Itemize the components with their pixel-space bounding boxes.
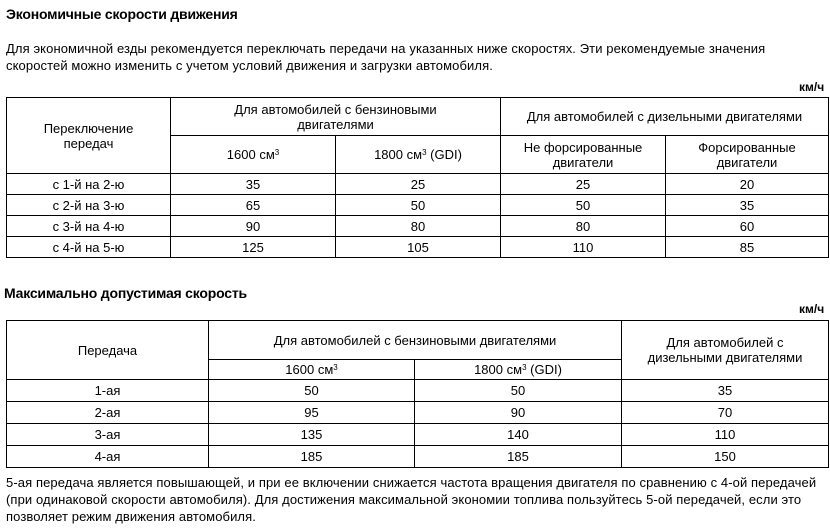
value-cell: 90: [171, 216, 336, 237]
diesel-header: Для автомобилей с дизельными двигателями: [622, 321, 829, 380]
value-cell: 25: [336, 174, 501, 195]
gear-cell: 4-ая: [7, 446, 209, 468]
gear-cell: 1-ая: [7, 380, 209, 402]
table-row: [7, 446, 829, 468]
table-row: [7, 174, 829, 195]
value-cell: 35: [171, 174, 336, 195]
value-cell: 35: [622, 380, 829, 402]
value-cell: 135: [209, 424, 415, 446]
value-cell: 105: [336, 237, 501, 258]
value-cell: 185: [209, 446, 415, 468]
value-cell: 50: [415, 380, 622, 402]
section1-unit-label: км/ч: [799, 80, 825, 94]
value-cell: 125: [171, 237, 336, 258]
gear-cell: 2-ая: [7, 402, 209, 424]
footnote-paragraph: 5-ая передача является повышающей, и при ее включении снижается частота вращения двигателя по сравнению с 4-ой передачей (при одинаковой скорости автомобиля). Для достижения максимальной экономии топлива пользуйтесь 5-ой передачей, если это позволяет режим движения автомобиля.: [6, 475, 817, 524]
gear-cell: с 3-й на 4-ю: [7, 216, 171, 237]
diesel-non-boosted-header: Не форсированные двигатели: [501, 136, 666, 174]
value-cell: 185: [415, 446, 622, 468]
gear-cell: с 2-й на 3-ю: [7, 195, 171, 216]
value-cell: 70: [622, 402, 829, 424]
table-row: [7, 216, 829, 237]
value-cell: 85: [666, 237, 829, 258]
petrol-header: Для автомобилей с бензиновыми двигателями: [209, 321, 622, 360]
table-row: [7, 424, 829, 446]
value-cell: 140: [415, 424, 622, 446]
value-cell: 80: [501, 216, 666, 237]
gear-shift-header: Переключение передач: [7, 98, 171, 174]
value-cell: 110: [622, 424, 829, 446]
petrol-header: Для автомобилей с бензиновыми двигателями: [171, 98, 501, 136]
diesel-boosted-header: Форсированные двигатели: [666, 136, 829, 174]
petrol-1800-gdi-header: 1800 $см^3$ (GDI): [415, 360, 622, 380]
value-cell: 80: [336, 216, 501, 237]
table-row: [7, 195, 829, 216]
value-cell: 50: [336, 195, 501, 216]
diesel-header: Для автомобилей с дизельными двигателями: [501, 98, 829, 136]
table-row: [7, 380, 829, 402]
petrol-1600-header: 1600 $см^3$: [171, 136, 336, 174]
table-row: [7, 402, 829, 424]
petrol-1600-header: 1600 $см^3$: [209, 360, 415, 380]
value-cell: 110: [501, 237, 666, 258]
value-cell: 95: [209, 402, 415, 424]
value-cell: 65: [171, 195, 336, 216]
gear-cell: с 1-й на 2-ю: [7, 174, 171, 195]
value-cell: 50: [209, 380, 415, 402]
value-cell: 35: [666, 195, 829, 216]
gear-cell: с 4-й на 5-ю: [7, 237, 171, 258]
value-cell: 20: [666, 174, 829, 195]
value-cell: 90: [415, 402, 622, 424]
section2-unit-label: км/ч: [799, 302, 825, 316]
gear-cell: 3-ая: [7, 424, 209, 446]
section1-paragraph: Для экономичной езды рекомендуется переключать передачи на указанных ниже скоростях. Эти рекомендуемые значения скоростей можно изменить с учетом условий движения и загрузки автомобиля.: [6, 41, 766, 73]
table-row: [7, 237, 829, 258]
section1-title: Экономичные скорости движения: [6, 6, 238, 22]
economical-speeds-table: [6, 97, 829, 258]
value-cell: 25: [501, 174, 666, 195]
max-speed-table: [6, 320, 829, 468]
value-cell: 150: [622, 446, 829, 468]
gear-header: Передача: [7, 321, 209, 380]
value-cell: 50: [501, 195, 666, 216]
section2-title: Максимально допустимая скорость: [4, 285, 247, 301]
petrol-1800-gdi-header: 1800 $см^3$ (GDI): [336, 136, 501, 174]
value-cell: 60: [666, 216, 829, 237]
